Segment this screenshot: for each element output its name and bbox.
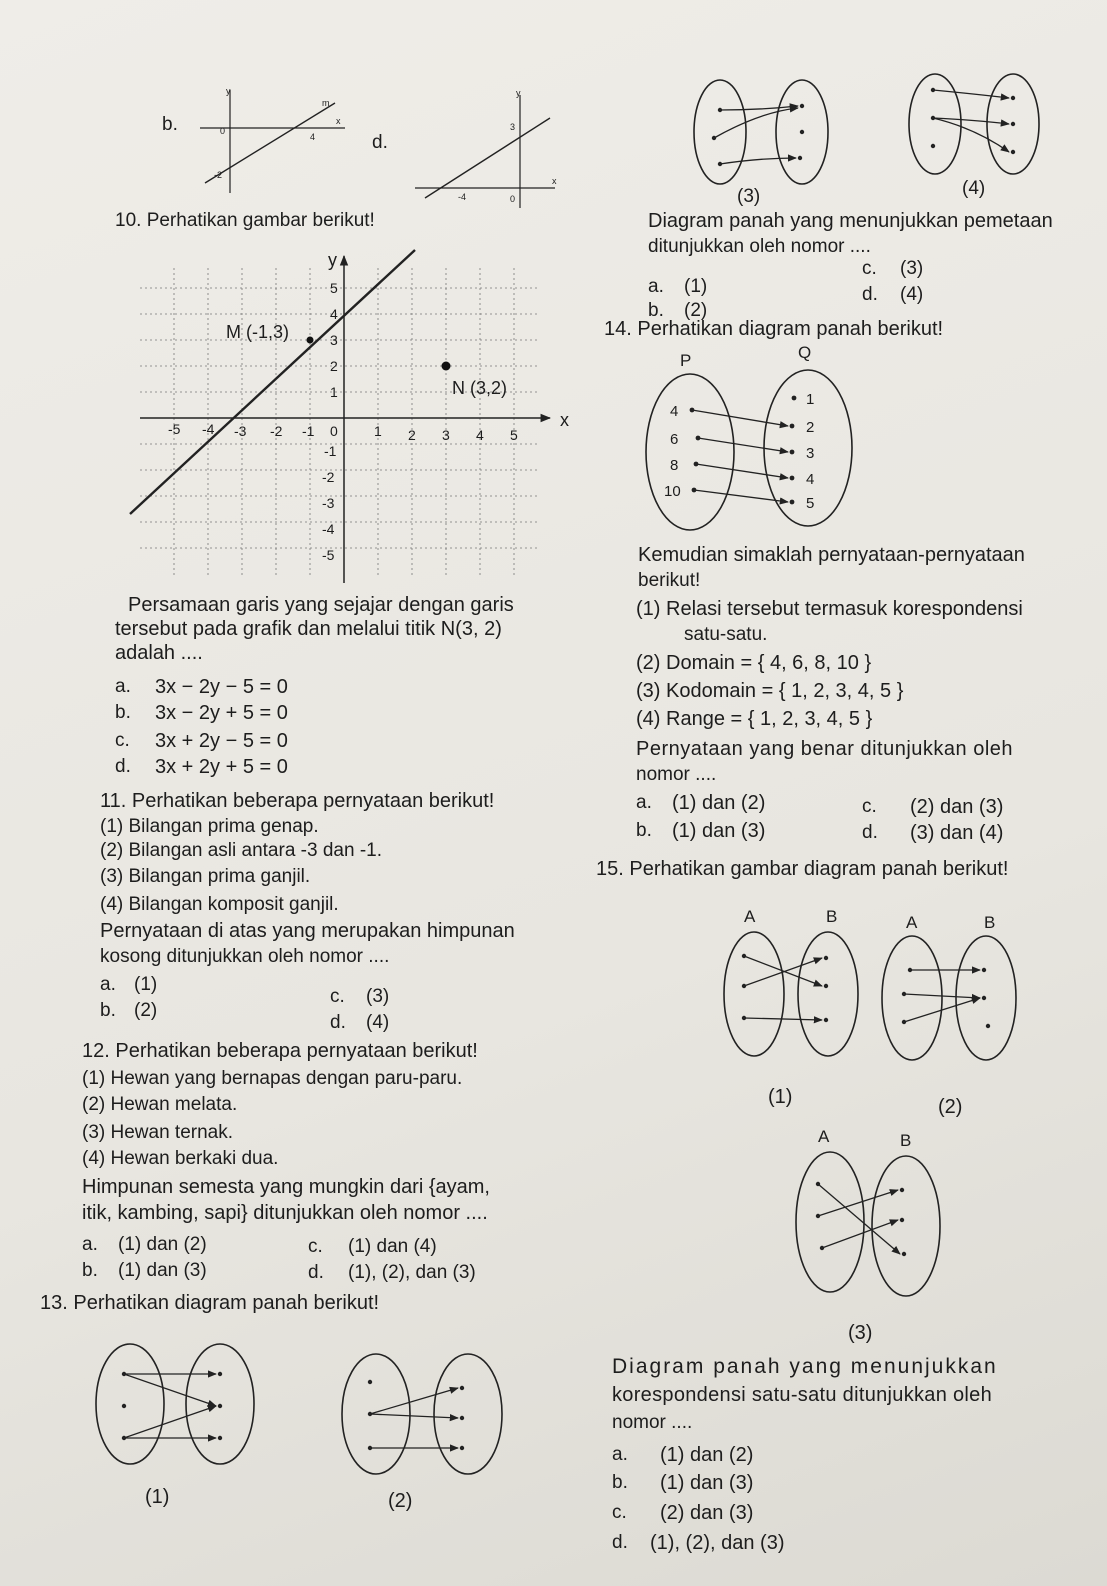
- q14-option-d-label: d.: [862, 822, 878, 843]
- q10-option-b-label: b.: [115, 702, 131, 723]
- q13-option-d[interactable]: (4): [900, 284, 924, 305]
- q10-y-tick: 3: [330, 332, 338, 348]
- q12-option-c-label: c.: [308, 1236, 323, 1257]
- q10-question-line3: adalah ....: [115, 642, 203, 664]
- q14-intro-line2: berikut!: [638, 570, 701, 591]
- q12-statement-4: (4) Hewan berkaki dua.: [82, 1148, 279, 1169]
- graph-b-label: b.: [162, 114, 178, 135]
- q15-option-c-label: c.: [612, 1502, 627, 1523]
- q10-y-tick: -2: [322, 469, 335, 485]
- q10-option-b[interactable]: 3x − 2y + 5 = 0: [155, 702, 288, 724]
- q13-diagram-2: [338, 1352, 518, 1492]
- q14-domain-value: 4: [670, 403, 679, 420]
- q14-option-d[interactable]: (3) dan (4): [910, 822, 1004, 844]
- q12-option-a-label: a.: [82, 1234, 98, 1255]
- q14-codomain-value: 4: [806, 471, 815, 488]
- q13-diagram-label-1: (1): [145, 1486, 170, 1508]
- graph-b: [190, 88, 350, 198]
- q13-diagram-1: [92, 1340, 262, 1480]
- q12-statement-1: (1) Hewan yang bernapas dengan paru-paru.: [82, 1068, 463, 1089]
- q12-option-b-label: b.: [82, 1260, 98, 1281]
- q15-question-line1: Diagram panah yang menunjukkan: [612, 1355, 998, 1378]
- q14-statement-2: (2) Domain = { 4, 6, 8, 10 }: [636, 652, 872, 674]
- q10-x-tick: 1: [374, 423, 382, 439]
- q10-y-tick: 2: [330, 358, 338, 374]
- q10-heading: 10. Perhatikan gambar berikut!: [115, 210, 375, 231]
- q14-question-line1: Pernyataan yang benar ditunjukkan oleh: [636, 738, 1014, 760]
- q15-d3-set-b: B: [900, 1131, 912, 1150]
- q15-diagram-label-3: (3): [848, 1322, 873, 1344]
- q10-x-tick: -5: [168, 421, 181, 437]
- q14-codomain-value: 1: [806, 391, 815, 408]
- q14-intro-line1: Kemudian simaklah pernyataan-pernyataan: [638, 544, 1025, 566]
- graph-b-tick: m: [322, 98, 330, 108]
- q15-d3-set-a: A: [818, 1127, 830, 1146]
- q10-x-tick: 0: [330, 423, 338, 439]
- q10-option-d-label: d.: [115, 756, 131, 777]
- q10-option-c[interactable]: 3x + 2y − 5 = 0: [155, 730, 288, 752]
- q15-d1-set-a: A: [744, 907, 756, 926]
- q13-question-line1: Diagram panah yang menunjukkan pemetaan: [648, 210, 1053, 232]
- q11-statement-1: (1) Bilangan prima genap.: [100, 816, 319, 837]
- q13-option-a[interactable]: (1): [684, 276, 708, 297]
- q15-question-line3: nomor ....: [612, 1412, 693, 1433]
- q14-codomain-value: 5: [806, 495, 815, 512]
- q15-diagram-label-1: (1): [768, 1086, 793, 1108]
- q14-arrow-diagram: [640, 368, 860, 538]
- q13-option-b-label: b.: [648, 300, 664, 321]
- q14-statement-1-cont: satu-satu.: [684, 624, 768, 645]
- graph-d: [410, 90, 560, 210]
- q13-diagram-4: [905, 68, 1055, 188]
- q13-option-d-label: d.: [862, 284, 878, 305]
- q15-diagram-1: [716, 930, 866, 1070]
- q10-y-tick: 4: [330, 306, 338, 322]
- q10-x-axis-label: x: [560, 410, 569, 430]
- graph-d-tick: 3: [510, 122, 516, 132]
- graph-b-tick: 0: [220, 126, 226, 136]
- q12-question-line1: Himpunan semesta yang mungkin dari {ayam,: [82, 1176, 490, 1198]
- q11-option-a[interactable]: (1): [134, 974, 158, 995]
- q11-statement-3: (3) Bilangan prima ganjil.: [100, 866, 311, 887]
- graph-d-tick: 0: [510, 194, 516, 204]
- q10-option-c-label: c.: [115, 730, 130, 751]
- q14-statement-1: (1) Relasi tersebut termasuk korespondensi: [636, 598, 1023, 620]
- q10-x-tick: -2: [270, 423, 283, 439]
- q14-option-c-label: c.: [862, 796, 877, 817]
- q15-diagram-label-2: (2): [938, 1096, 963, 1118]
- q13-option-b[interactable]: (2): [684, 300, 708, 321]
- q10-x-tick: -3: [234, 423, 247, 439]
- q12-option-c[interactable]: (1) dan (4): [348, 1236, 437, 1257]
- q14-statement-3: (3) Kodomain = { 1, 2, 3, 4, 5 }: [636, 680, 904, 702]
- q10-x-tick: 3: [442, 427, 450, 443]
- q14-domain-value: 8: [670, 457, 679, 474]
- q15-option-d[interactable]: (1), (2), dan (3): [650, 1532, 785, 1554]
- q14-question-line2: nomor ....: [636, 764, 717, 785]
- q10-option-a[interactable]: 3x − 2y − 5 = 0: [155, 676, 288, 698]
- q10-x-tick: 5: [510, 427, 518, 443]
- q15-option-d-label: d.: [612, 1532, 628, 1553]
- graph-b-tick: -2: [214, 170, 223, 180]
- q14-option-c[interactable]: (2) dan (3): [910, 796, 1004, 818]
- q15-heading: 15. Perhatikan gambar diagram panah berikut!: [596, 858, 1009, 880]
- graph-d-tick: x: [552, 176, 557, 186]
- q10-y-tick: 1: [330, 384, 338, 400]
- q11-option-a-label: a.: [100, 974, 116, 995]
- q10-y-tick: -5: [322, 547, 335, 563]
- q11-option-d-label: d.: [330, 1012, 346, 1033]
- q11-option-c[interactable]: (3): [366, 986, 390, 1007]
- graph-b-tick: 4: [310, 132, 316, 142]
- q10-y-tick: 5: [330, 280, 338, 296]
- graph-d-label: d.: [372, 132, 388, 153]
- q13-diagram-label-4: (4): [962, 178, 986, 199]
- q14-option-a[interactable]: (1) dan (2): [672, 792, 766, 814]
- q10-point-n: N (3,2): [452, 378, 508, 398]
- q10-point-m: M (-1,3): [226, 322, 289, 342]
- q13-option-c[interactable]: (3): [900, 258, 924, 279]
- q15-d2-set-a: A: [906, 913, 918, 932]
- q14-set-q: Q: [798, 343, 812, 362]
- q13-option-a-label: a.: [648, 276, 664, 297]
- q10-question-line2: tersebut pada grafik dan melalui titik N(3, 2): [115, 618, 502, 640]
- q10-x-tick: -1: [302, 423, 315, 439]
- q11-option-d[interactable]: (4): [366, 1012, 390, 1033]
- q10-y-tick: -4: [322, 521, 335, 537]
- q10-y-axis-label: y: [328, 250, 337, 270]
- q12-option-b[interactable]: (1) dan (3): [118, 1260, 207, 1281]
- q10-x-tick: 4: [476, 427, 484, 443]
- q15-diagram-2: [876, 934, 1036, 1074]
- q14-option-a-label: a.: [636, 792, 652, 813]
- q10-y-tick: -3: [322, 495, 335, 511]
- q11-question-line2: kosong ditunjukkan oleh nomor ....: [100, 946, 390, 967]
- q14-option-b-label: b.: [636, 820, 652, 841]
- q12-heading: 12. Perhatikan beberapa pernyataan berikut!: [82, 1040, 478, 1062]
- q11-option-b-label: b.: [100, 1000, 116, 1021]
- q11-statement-2: (2) Bilangan asli antara -3 dan -1.: [100, 840, 382, 861]
- q15-d1-set-b: B: [826, 907, 838, 926]
- q12-option-a[interactable]: (1) dan (2): [118, 1234, 207, 1255]
- graph-d-tick: -4: [458, 192, 467, 202]
- q15-option-a-label: a.: [612, 1444, 628, 1465]
- q12-statement-3: (3) Hewan ternak.: [82, 1122, 234, 1143]
- q14-domain-value: 10: [664, 483, 681, 500]
- q14-codomain-value: 2: [806, 419, 815, 436]
- q13-diagram-label-3: (3): [737, 186, 761, 207]
- q10-question-line1: Persamaan garis yang sejajar dengan garis: [128, 594, 514, 616]
- q10-option-d[interactable]: 3x + 2y + 5 = 0: [155, 756, 288, 778]
- q13-option-c-label: c.: [862, 258, 877, 279]
- q15-option-b[interactable]: (1) dan (3): [660, 1472, 754, 1494]
- q13-heading: 13. Perhatikan diagram panah berikut!: [40, 1292, 380, 1314]
- q10-coordinate-graph: [130, 248, 580, 588]
- q15-option-b-label: b.: [612, 1472, 628, 1493]
- q10-y-tick: -1: [324, 443, 337, 459]
- q15-question-line2: korespondensi satu-satu ditunjukkan oleh: [612, 1384, 993, 1406]
- q12-option-d-label: d.: [308, 1262, 324, 1283]
- q13-diagram-3: [690, 72, 840, 192]
- q15-d2-set-b: B: [984, 913, 996, 932]
- q14-heading: 14. Perhatikan diagram panah berikut!: [604, 318, 944, 340]
- graph-b-tick: y: [226, 86, 231, 96]
- q13-diagram-label-2: (2): [388, 1490, 413, 1512]
- graph-d-tick: y: [516, 88, 521, 98]
- q14-domain-value: 6: [670, 431, 679, 448]
- q10-option-a-label: a.: [115, 676, 131, 697]
- q11-question-line1: Pernyataan di atas yang merupakan himpunan: [100, 920, 515, 942]
- q11-option-c-label: c.: [330, 986, 345, 1007]
- q14-option-b[interactable]: (1) dan (3): [672, 820, 766, 842]
- q15-option-a[interactable]: (1) dan (2): [660, 1444, 754, 1466]
- q11-heading: 11. Perhatikan beberapa pernyataan berikut!: [100, 790, 495, 812]
- q15-option-c[interactable]: (2) dan (3): [660, 1502, 754, 1524]
- q10-x-tick: 2: [408, 427, 416, 443]
- q11-option-b[interactable]: (2): [134, 1000, 158, 1021]
- q13-question-line2: ditunjukkan oleh nomor ....: [648, 236, 871, 257]
- q15-diagram-3: [788, 1150, 948, 1310]
- graph-b-tick: x: [336, 116, 341, 126]
- q14-statement-4: (4) Range = { 1, 2, 3, 4, 5 }: [636, 708, 873, 730]
- q12-question-line2: itik, kambing, sapi} ditunjukkan oleh nomor ....: [82, 1202, 488, 1224]
- q14-set-p: P: [680, 351, 692, 370]
- q10-x-tick: -4: [202, 421, 215, 437]
- q12-option-d[interactable]: (1), (2), dan (3): [348, 1262, 476, 1283]
- q12-statement-2: (2) Hewan melata.: [82, 1094, 238, 1115]
- q11-statement-4: (4) Bilangan komposit ganjil.: [100, 894, 339, 915]
- q14-codomain-value: 3: [806, 445, 815, 462]
